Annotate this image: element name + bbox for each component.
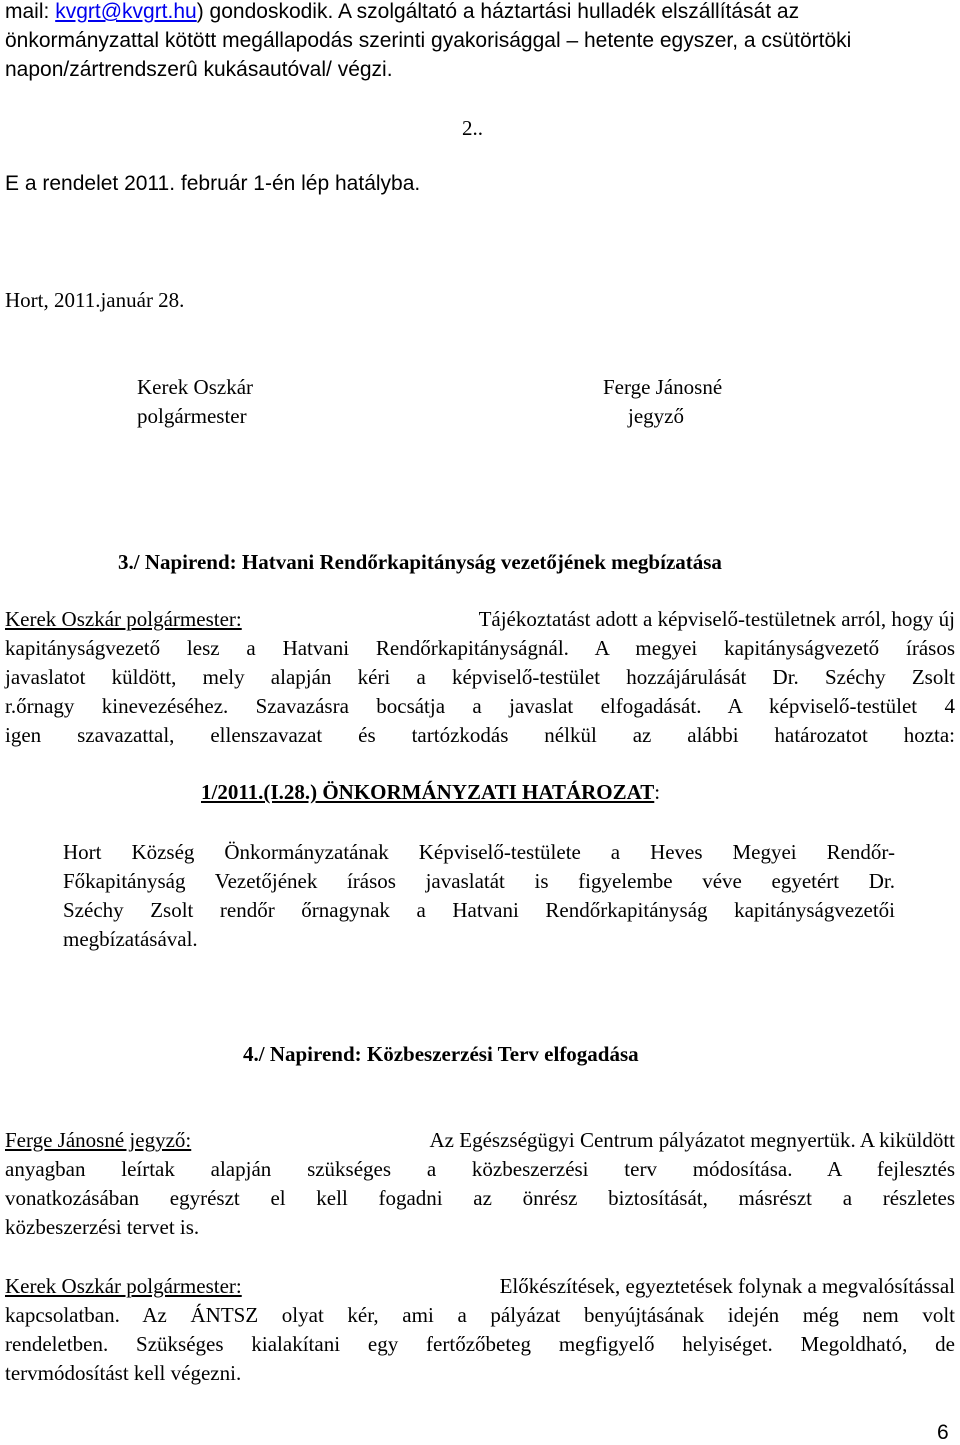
line1-suffix: ) gondoskodik. A szolgáltató a háztartási hulladék elszállítását az xyxy=(196,0,800,23)
agenda-3-line-5: igen szavazattal, ellenszavazat és tartózkodás nélkül az alábbi határozatot hozta: xyxy=(5,723,955,747)
agenda-3-line-1 xyxy=(5,607,955,632)
agenda-4-heading: 4./ Napirend: Közbeszerzési Terv elfogadása xyxy=(243,1042,639,1066)
resolution-colon: : xyxy=(654,780,661,804)
agenda-4-p1-line-3: vonatkozásában egyrészt el kell fogadni az önrész biztosítását, másrészt a részletes xyxy=(5,1186,955,1210)
agenda-4-p2-line-1 xyxy=(5,1274,955,1299)
top-paragraph-line-2: önkormányzattal kötött megállapodás szerinti gyakorisággal – hetente egyszer, a csütörtöki xyxy=(5,29,852,52)
agenda-3-text-1: Tájékoztatást adott a képviselő-testületnek arról, hogy új xyxy=(478,607,955,631)
agenda-4-p1-text-1: Az Egészségügyi Centrum pályázatot megnyertük. A kiküldött xyxy=(429,1128,955,1152)
top-paragraph-line-1 xyxy=(5,0,799,24)
agenda-3-line-2: kapitányságvezető lesz a Hatvani Rendőrkapitányságnál. A megyei kapitányságvezető írásos xyxy=(5,636,955,660)
email-link[interactable]: kvgrt@kvgrt.hu xyxy=(55,0,197,23)
agenda-4-p1-line-1 xyxy=(5,1128,955,1153)
signature-right-title: jegyző xyxy=(628,404,684,428)
agenda-4-p2-line-2: kapcsolatban. Az ÁNTSZ olyat kér, ami a pályázat benyújtásának idején még nem volt xyxy=(5,1303,955,1327)
resolution-line-1: Hort Község Önkormányzatának Képviselő-testülete a Heves Megyei Rendőr- xyxy=(63,840,895,864)
agenda-4-p1-line-4: közbeszerzési tervet is. xyxy=(5,1215,200,1239)
resolution-line-2: Főkapitányság Vezetőjének írásos javaslatát is figyelembe véve egyetért Dr. xyxy=(63,869,895,893)
agenda-4-p2-line-4: tervmódosítást kell végezni. xyxy=(5,1361,242,1385)
mail-prefix: mail: xyxy=(5,0,56,23)
agenda-4-p2-line-3: rendeletben. Szükséges kialakítani egy fertőzőbeteg megfigyelő helyiséget. Megoldható, de xyxy=(5,1332,955,1356)
place-date: Hort, 2011.január 28. xyxy=(5,288,185,312)
agenda-3-heading: 3./ Napirend: Hatvani Rendőrkapitányság vezetőjének megbízatása xyxy=(118,550,722,574)
signature-right-name: Ferge Jánosné xyxy=(603,375,723,399)
agenda-4-p2-text-1: Előkészítések, egyeztetések folynak a megvalósítással xyxy=(499,1274,955,1298)
agenda-3-line-4: r.őrnagy kinevezéséhez. Szavazásra bocsátja a javaslat elfogadását. A képviselő-testület 4 xyxy=(5,694,955,718)
signature-left-name: Kerek Oszkár xyxy=(137,375,254,399)
section-number: 2.. xyxy=(462,116,483,140)
agenda-3-line-3: javaslatot küldött, mely alapján kéri a képviselő-testület hozzájárulását Dr. Széchy Zsolt xyxy=(5,665,955,689)
resolution-line-4: megbízatásával. xyxy=(63,927,198,951)
top-paragraph-line-3: napon/zártrendszerû kukásautóval/ végzi. xyxy=(5,58,393,81)
effective-date: E a rendelet 2011. február 1-én lép hatályba. xyxy=(5,172,421,195)
signature-left-title: polgármester xyxy=(137,404,247,428)
resolution-number: 1/2011.(I.28.) ÖNKORMÁNYZATI HATÁROZAT xyxy=(201,780,655,804)
agenda-4-p1-line-2: anyagban leírtak alapján szükséges a közbeszerzési terv módosítása. A fejlesztés xyxy=(5,1157,955,1181)
agenda-4-speaker-2: Kerek Oszkár polgármester: xyxy=(5,1274,242,1298)
page-number: 6 xyxy=(937,1421,949,1444)
resolution-line-3: Széchy Zsolt rendőr őrnagynak a Hatvani Rendőrkapitányság kapitányságvezetői xyxy=(63,898,895,922)
resolution-title xyxy=(201,780,660,805)
agenda-3-speaker: Kerek Oszkár polgármester: xyxy=(5,607,242,631)
agenda-4-speaker-1: Ferge Jánosné jegyző: xyxy=(5,1128,192,1152)
